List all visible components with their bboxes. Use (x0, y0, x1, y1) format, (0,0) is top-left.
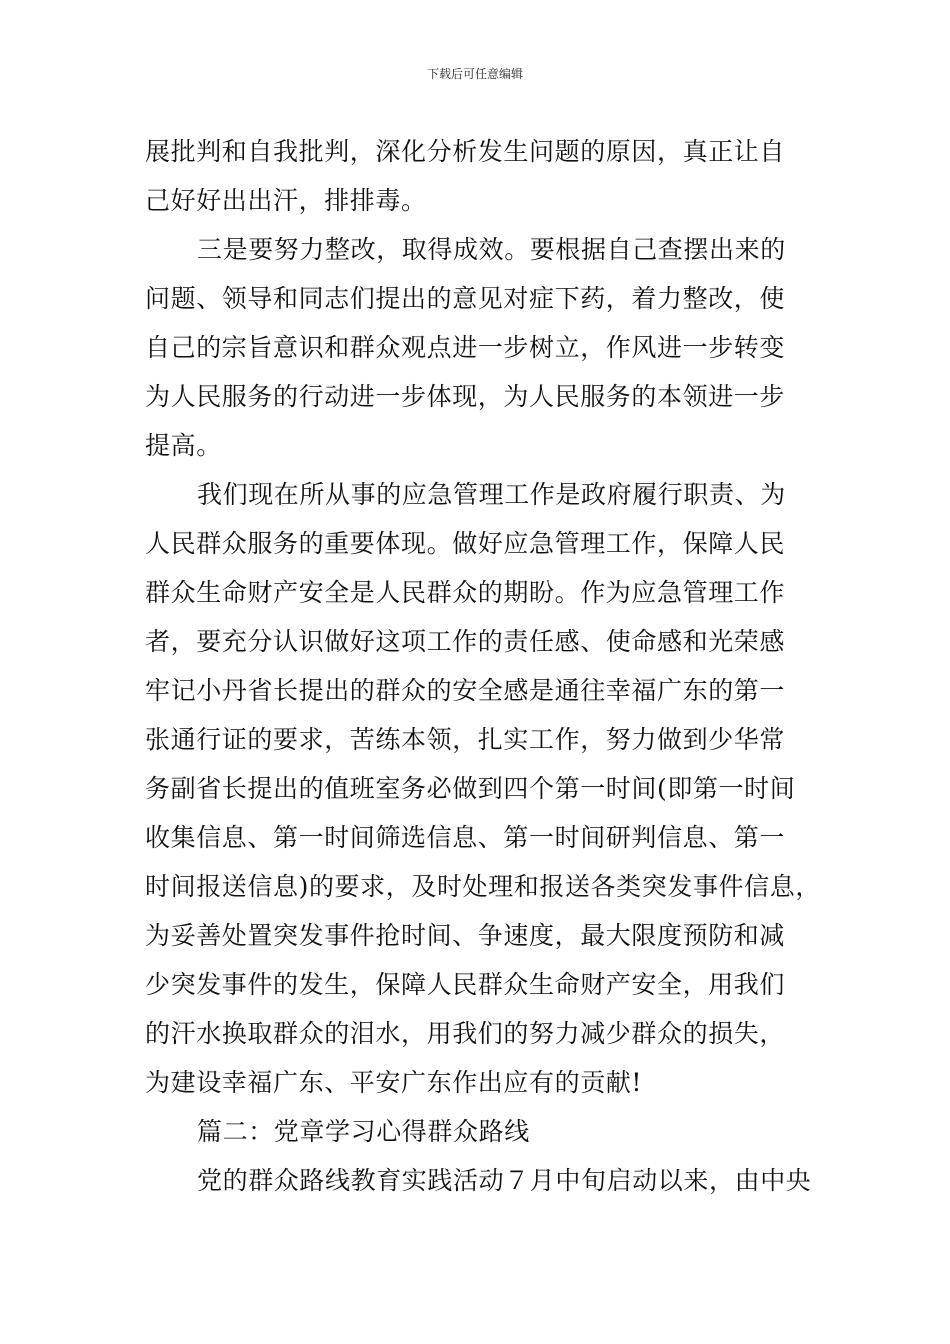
text-line: 的汗水换取群众的泪水，用我们的努力减少群众的损失， (145, 1019, 786, 1048)
section-heading: 篇二：党章学习心得群众路线 (197, 1117, 530, 1146)
text-line: 己好好出出汗，排排毒。 (145, 186, 427, 215)
text-line: 牢记小丹省长提出的群众的安全感是通往幸福广东的第一 (145, 676, 786, 705)
text-line: 展批判和自我批判，深化分析发生问题的原因，真正让自 (145, 137, 786, 166)
text-line: 三是要努力整改，取得成效。要根据自己查摆出来的 (197, 235, 786, 264)
text-line: 为妥善处置突发事件抢时间、争速度，最大限度预防和减 (145, 921, 786, 950)
text-line: 我们现在所从事的应急管理工作是政府履行职责、为 (197, 480, 786, 509)
text-line: 人民群众服务的重要体现。做好应急管理工作，保障人民 (145, 529, 786, 558)
text-line: 为人民服务的行动进一步体现，为人民服务的本领进一步 (145, 382, 786, 411)
text-line: 提高。 (145, 431, 222, 460)
text-line: 少突发事件的发生，保障人民群众生命财产安全，用我们 (145, 970, 786, 999)
text-line: 党的群众路线教育实践活动７月中旬启动以来，由中央 (197, 1166, 812, 1195)
text-line: 时间报送信息)的要求，及时处理和报送各类突发事件信息， (145, 872, 821, 901)
text-line: 自己的宗旨意识和群众观点进一步树立，作风进一步转变 (145, 333, 786, 362)
text-line: 收集信息、第一时间筛选信息、第一时间研判信息、第一 (145, 823, 786, 852)
text-line: 问题、领导和同志们提出的意见对症下药，着力整改，使 (145, 284, 786, 313)
page-header-note: 下载后可任意编辑 (426, 67, 523, 81)
text-line: 者，要充分认识做好这项工作的责任感、使命感和光荣感 (145, 627, 786, 656)
document-body (145, 127, 821, 1205)
text-line: 为建设幸福广东、平安广东作出应有的贡献! (145, 1068, 643, 1097)
text-line: 群众生命财产安全是人民群众的期盼。作为应急管理工作 (145, 578, 786, 607)
text-line: 务副省长提出的值班室务必做到四个第一时间(即第一时间 (145, 774, 796, 803)
text-line: 张通行证的要求，苦练本领，扎实工作，努力做到少华常 (145, 725, 786, 754)
